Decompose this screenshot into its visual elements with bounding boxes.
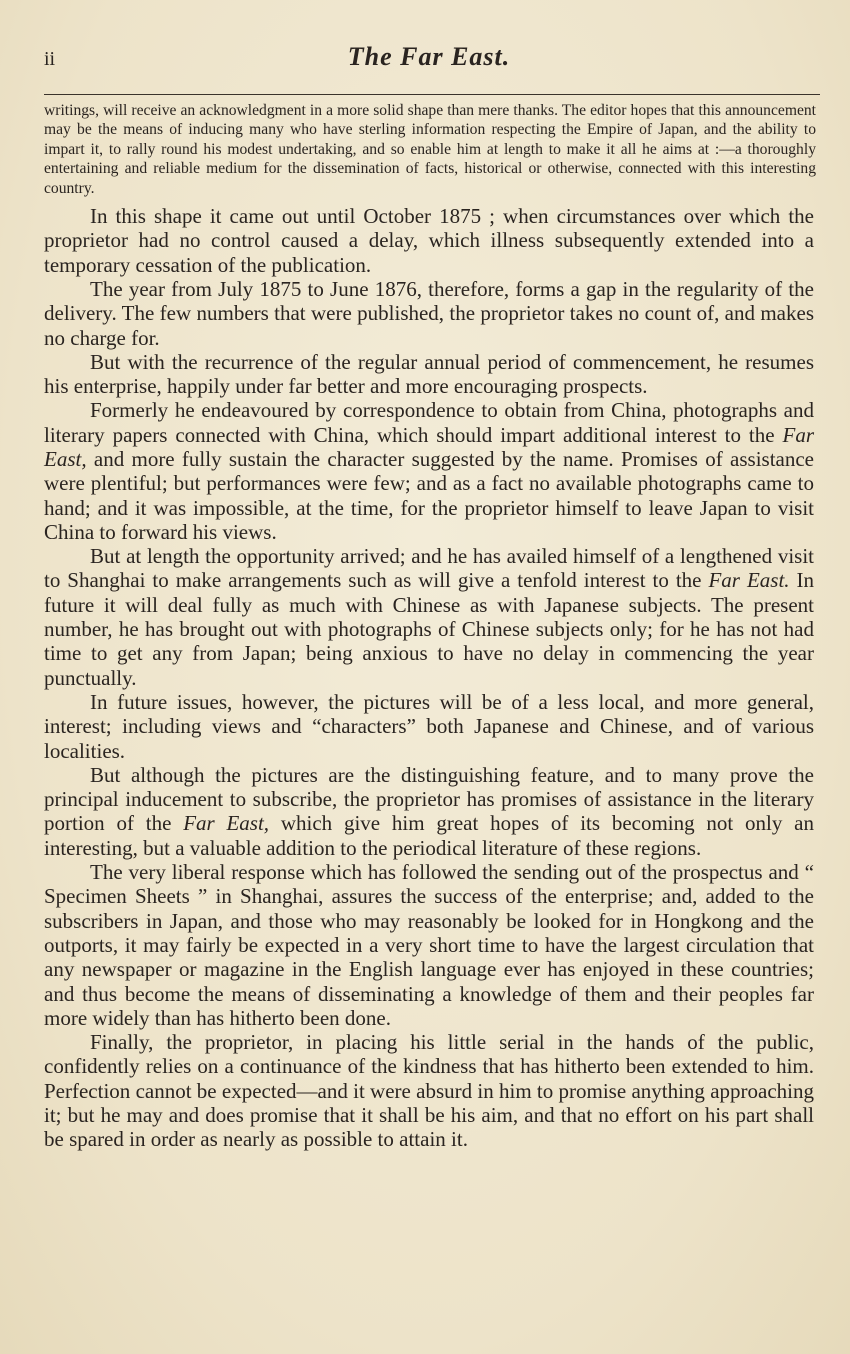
publication-title: Far East, bbox=[44, 422, 814, 471]
paragraph-text: and more fully sustain the character suggested by the name. Promises of assistance were plentiful; but performances were few; and as a fact no available photographs came to hand; and it was impossible, at the time, for the proprietor himself to leave Japan to visit China to forward his views. bbox=[44, 447, 814, 544]
editor-note: writings, will receive an acknowledgment in a more solid shape than mere thanks. The editor hopes that this announcement may be the means of inducing many who have sterling information respecting the Empire of Japan, and the ability to impart it, to rally round his modest undertaking, and so enable him at length to make it all he aims at :—a thoroughly entertaining and reliable medium for the dissemination of facts, historical or otherwise, connected with this interesting country. bbox=[44, 102, 816, 197]
paragraph: Finally, the proprietor, in placing his little serial in the hands of the public, confidently relies on a continuance of the kindness that has hitherto been extended to him. Perfection cannot be expected—and it were absurd in him to promise anything approaching it; but he may and does promise that it shall be his aim, and that no effort on his part shall be spared in order as nearly as possible to attain it. bbox=[44, 1030, 814, 1152]
paragraph-text: But at length the opportunity arrived; and he has availed himself of a lengthened visit to Shanghai to make arrangements such as will give a tenfold interest to the bbox=[44, 544, 814, 593]
running-title: The Far East. bbox=[347, 42, 511, 71]
paragraph: But with the recurrence of the regular annual period of commencement, he resumes his enterprise, happily under far better and more encouraging prospects. bbox=[44, 349, 814, 399]
paragraph: The year from July 1875 to June 1876, therefore, forms a gap in the regularity of the delivery. The few numbers that were published, the proprietor takes no count of, and makes no charge for. bbox=[44, 276, 814, 350]
paragraph: In this shape it came out until October 1875 ; when circumstances over which the proprietor had no control caused a delay, which illness subsequently extended into a temporary cessation of the publication. bbox=[44, 204, 814, 277]
paragraph-text: which give him great hopes of its becoming not only an interesting, but a valuable addition to the periodical literature of these regions. bbox=[44, 811, 814, 860]
paragraph bbox=[44, 763, 814, 860]
paragraph bbox=[44, 544, 814, 690]
paragraph: The very liberal response which has followed the sending out of the prospectus and “ Specimen Sheets ” in Shanghai, assures the success of the enterprise; and, added to the subscribers in Japan, and those who may reasonably be looked for in Hongkong and the outports, it may fairly be expected in a very short time to have the largest circulation that any newspaper or magazine in the English language ever has enjoyed in these countries; and thus become the means of disseminating a knowledge of them and their peoples far more widely than has hitherto been done. bbox=[44, 860, 814, 1030]
publication-title: Far East. bbox=[708, 568, 790, 593]
paragraph-text: In future it will deal fully as much with Chinese as with Japanese subjects. The present number, he has brought out with photographs of Chinese subjects only; for he has not had time to get any from Japan; being anxious to have no delay in commencing the year punctually. bbox=[44, 568, 814, 690]
paragraph-text: But although the pictures are the distinguishing feature, and to many prove the principal inducement to subscribe, the proprietor has promises of assistance in the literary portion of the bbox=[44, 762, 814, 836]
paragraph: In future issues, however, the pictures will be of a less local, and more general, interest; including views and “characters” both Japanese and Chinese, and of various localities. bbox=[44, 689, 814, 763]
body-text bbox=[44, 204, 814, 1152]
paragraph bbox=[44, 398, 814, 544]
paragraph-text: Formerly he endeavoured by correspondence to obtain from China, photographs and literary papers connected with China, which should impart additional interest to the bbox=[44, 398, 814, 447]
page-header bbox=[44, 40, 814, 80]
publication-title: Far East, bbox=[183, 811, 270, 836]
header-rule bbox=[44, 94, 820, 95]
page-number: ii bbox=[44, 48, 56, 70]
